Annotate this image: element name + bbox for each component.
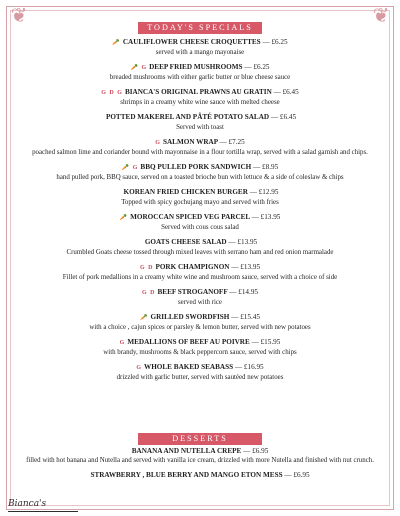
item-title: BBQ PULLED PORK SANDWICH (140, 163, 252, 171)
item-description: with brandy, mushrooms & black peppercorn sauce, served with chips (103, 349, 297, 356)
dietary-badges-icon: 🥕 (112, 40, 121, 46)
item-price: — £6.25 (262, 38, 288, 46)
item-title: GOATS CHEESE SALAD (144, 238, 227, 246)
dietary-badges-icon: G (136, 365, 143, 371)
item-title: MEDALLIONS OF BEEF AU POIVRE (127, 338, 250, 346)
item-price: — £7.25 (219, 138, 245, 146)
restaurant-logo: Bianca's (8, 499, 78, 512)
item-description: Crumbled Goats cheese tossed through mixed leaves with serrano ham and red onion marmalade (66, 249, 334, 256)
item-title: STRAWBERRY , BLUE BERRY AND MANGO ETON MESS (90, 471, 283, 479)
item-title: KOREAN FRIED CHICKEN BURGER (123, 188, 248, 196)
item-price: — £6.95 (243, 447, 269, 455)
dietary-badges-icon: G D (139, 265, 154, 271)
item-price: — £13.95 (228, 238, 258, 246)
item-description: with a choice , cajun spices or parsley & lemon butter, served with new potatoes (89, 324, 311, 331)
item-description: breaded mushrooms with either garlic butter or blue cheese sauce (109, 74, 291, 81)
item-title: GRILLED SWORDFISH (150, 313, 230, 321)
item-description: poached salmon lime and coriander bound with mayonnaise in a flour tortilla wrap, served with a salad garnish and chips. (32, 149, 368, 156)
menu-item (10, 263, 390, 282)
item-title: BEEF STROGANOFF (157, 288, 228, 296)
corner-flourish-icon: ❦ (10, 3, 28, 27)
item-price: — £15.95 (251, 338, 281, 346)
menu-item (10, 238, 390, 257)
item-title: PORK CHAMPIGNON (155, 263, 230, 271)
item-description: drizzled with garlic butter, served with sautéed new potatoes (116, 374, 284, 381)
item-title: WHOLE BAKED SEABASS (144, 363, 234, 371)
item-description: Fillet of pork medallions in a creamy white wine and mushroom sauce, served with a choice of side (62, 274, 338, 281)
item-description: shrimps in a creamy white wine sauce with melted cheese (120, 99, 280, 106)
item-price: — £13.95 (251, 213, 281, 221)
menu-item (10, 447, 390, 465)
item-title: BIANCA'S ORIGINAL PRAWNS AU GRATIN (124, 88, 272, 96)
item-price: — £6.95 (284, 471, 310, 479)
item-description: hand pulled pork, BBQ sauce, served on a toasted brioche bun with lettuce & a side of coleslaw & chips (56, 174, 344, 181)
item-price: — £6.45 (273, 88, 299, 96)
specials-list (10, 38, 390, 388)
desserts-list (10, 447, 390, 486)
item-title: POTTED MAKEREL AND PÂTÉ POTATO SALAD (105, 113, 270, 121)
item-price: — £15.45 (231, 313, 260, 321)
dietary-badges-icon: G D (142, 290, 156, 296)
menu-item (10, 88, 390, 107)
item-description: Served with cous cous salad (161, 224, 239, 231)
menu-item (10, 63, 390, 82)
menu-item (10, 38, 390, 57)
item-description: served with rice (177, 299, 222, 306)
item-price: — £8.95 (253, 163, 279, 171)
section-banner-desserts: DESSERTS (138, 433, 262, 445)
menu-item (10, 471, 390, 480)
dietary-badges-icon: G D G (101, 90, 123, 96)
item-description: Served with toast (176, 124, 224, 131)
section-banner-todays-specials: TODAY'S SPECIALS (138, 22, 262, 34)
item-description: filled with hot banana and Nutella and served with vanilla ice cream, drizzled with more Nutella and finished with nut crunch. (26, 457, 374, 464)
menu-item (10, 188, 390, 207)
item-price: — £6.45 (270, 113, 297, 121)
menu-item (10, 313, 390, 332)
item-title: BANANA AND NUTELLA CREPE (131, 447, 242, 455)
menu-item (10, 113, 390, 132)
dietary-badges-icon: G (155, 140, 161, 146)
dietary-badges-icon: 🥕 (119, 215, 129, 221)
dietary-badges-icon: 🥕 G (121, 165, 139, 171)
item-title: DEEP FRIED MUSHROOMS (149, 63, 243, 71)
item-title: CAULIFLOWER CHEESE CROQUETTES (122, 38, 261, 46)
item-price: — £14.95 (229, 288, 258, 296)
menu-item (10, 288, 390, 307)
item-price: — £12.95 (249, 188, 279, 196)
item-price: — £13.95 (231, 263, 261, 271)
menu-item (10, 363, 390, 382)
item-description: Topped with spicy gochujang mayo and served with fries (121, 199, 279, 206)
item-title: MOROCCAN SPICED VEG PARCEL (130, 213, 250, 221)
item-description: served with a mango mayonaise (155, 49, 245, 56)
item-price: — £16.95 (234, 363, 264, 371)
menu-item (10, 163, 390, 182)
dietary-badges-icon: 🥕 (140, 315, 149, 321)
dietary-badges-icon: 🥕 G (130, 65, 148, 71)
menu-item (10, 213, 390, 232)
menu-item (10, 338, 390, 357)
item-price: — £6.25 (244, 63, 270, 71)
item-title: SALMON WRAP (162, 138, 218, 146)
menu-item (10, 138, 390, 157)
corner-flourish-icon: ❦ (372, 3, 390, 27)
dietary-badges-icon: G (119, 340, 126, 346)
